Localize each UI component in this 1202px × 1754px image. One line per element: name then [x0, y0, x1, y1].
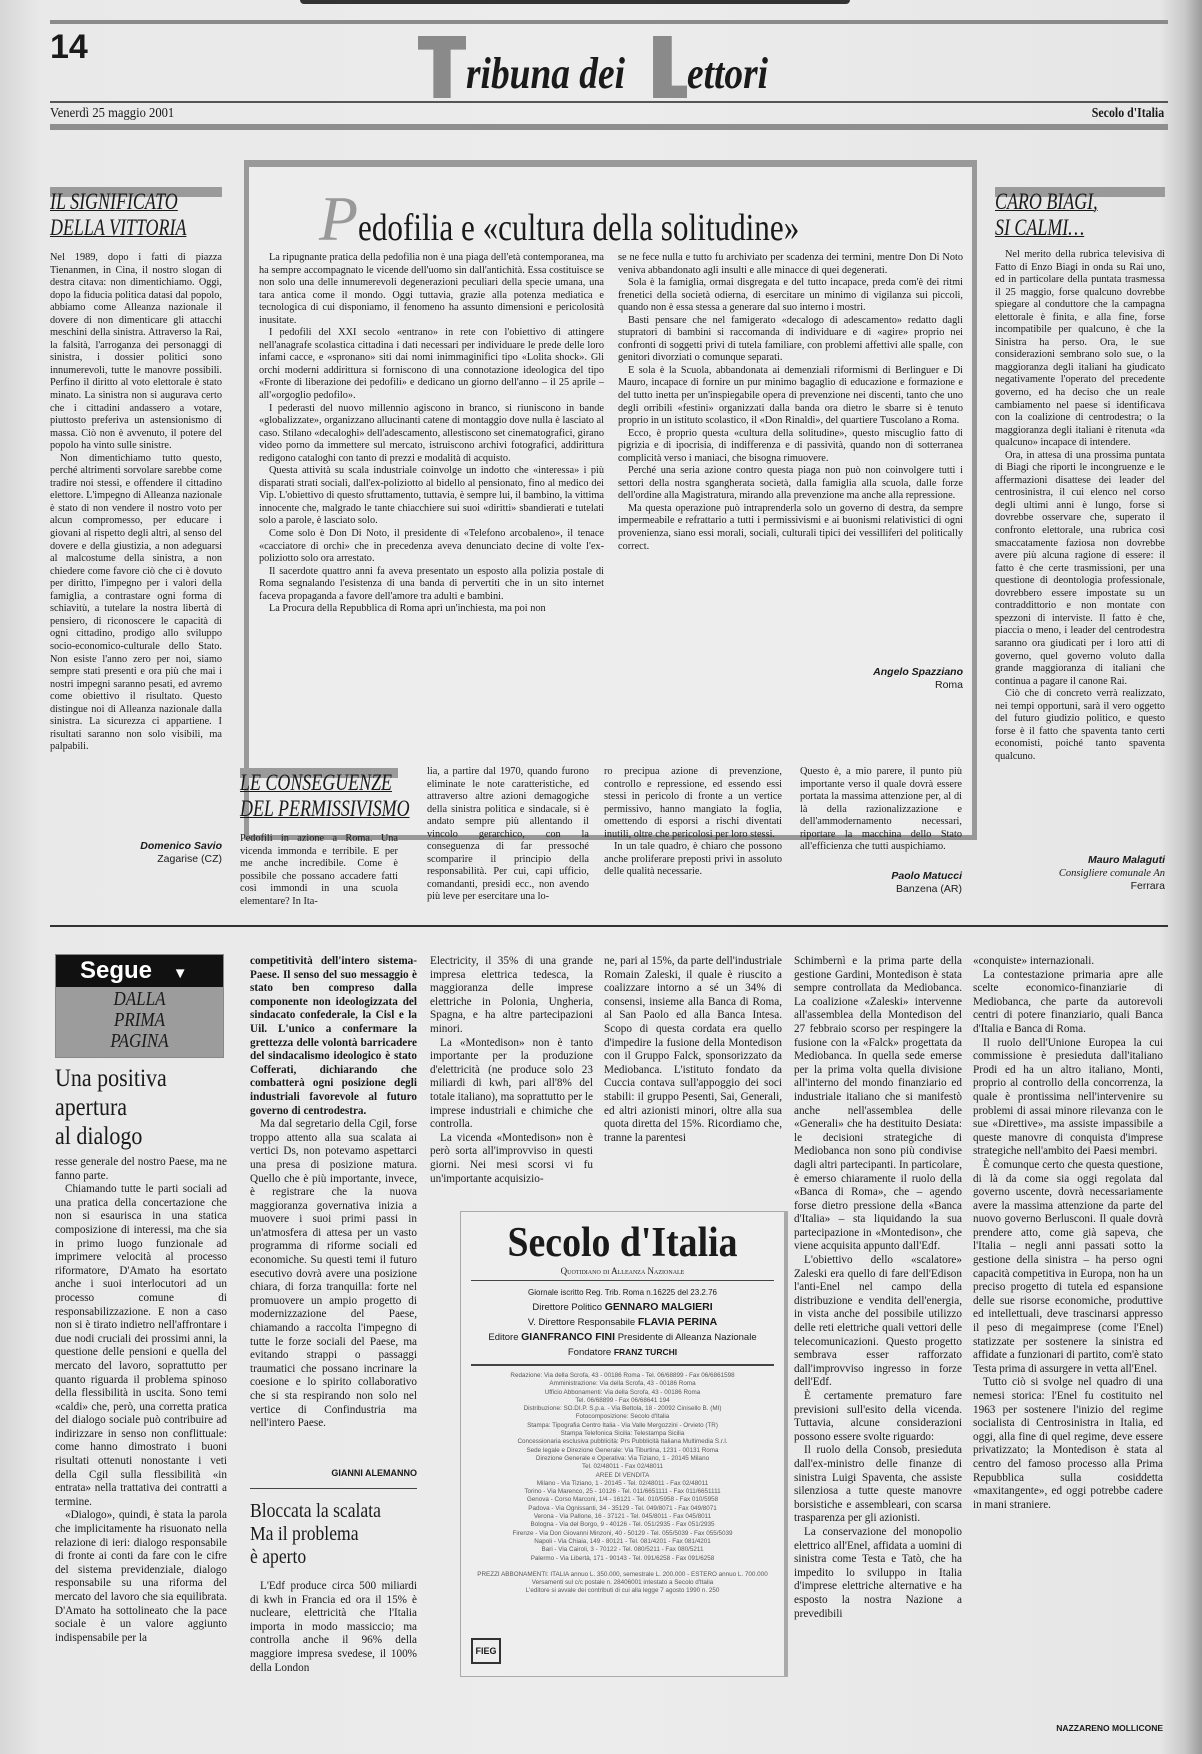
- masthead-detail-line: Torino - Via Marenco, 25 - 10126 - Tel. 011/6651111 - Fax 011/6651111: [524, 1488, 721, 1496]
- paragraph: L'obiettivo dello «scalatore» Zaleski era quello di fare dell'Edison l'anti-Enel nel campo della distribuzione e vendita dell'energia, in vista anche del possibile utilizzo delle reti elettriche quali vettori delle telecomunicazioni. Questo progetto sembrava esser rafforzato dall'improvviso ingresso in forze dell'Edf.: [794, 1254, 962, 1389]
- paragraph: Ora, in attesa di una prossima puntata di Biagi che riporti le incongruenze e le affermazioni disattese dei leader del centrosinistra, il cui elenco nel corso degli ultimi anni è lungo, forse si dovrebbe osservare che, superato il confronto elettorale, una rubrica così smaccatamente faziosa non dovrebbe avere più alcuna ragione di essere: il fatto è che certe trasmissioni, per una questione di deontologia professionale, dovrebbero essere impostate su un contraddittorio e non montate con spezzoni di interviste. Il fatto è che, piaccia o meno, i leader del centrodestra saranno ora giudicati per i loro atti di governo, quel governo voluto dalla grande maggioranza di italiani che continua a pagare il canone Rai.: [995, 449, 1165, 687]
- masthead-detail-line: Fotocomposizione: Secolo d'Italia: [575, 1413, 670, 1421]
- paragraph: La ripugnante pratica della pedofilia non è una piaga dell'età contemporanea, ma ha sempre accompagnato le vicende dell'uomo sin dall'antichità. Essa costituisce se non solo una delle innumerevoli degenerazioni peculiari della specie umana, una tara antica come il mondo. Oggi tuttavia, grazie alla potenza mediatica e tecnologica di cui disponiamo, il fenomeno ha assunto dimensioni e pericolosità inusitate.: [259, 252, 604, 326]
- paragraph: La contestazione primaria apre alle scelte economico-finanziarie di Mediobanca, che parte da autorevoli centri di potere finanziario, quali Banca d'Italia e Banca di Roma.: [973, 968, 1163, 1035]
- article-scalata-col-6: [973, 955, 1163, 1715]
- masthead-detail-line: Sede legale e Direzione Generale: Via Tiburtina, 1231 - 00131 Roma: [526, 1446, 719, 1454]
- right-letter-body: [995, 249, 1165, 849]
- article-scalata-col-5: [794, 955, 962, 1742]
- masthead-detail-line: AREE DI VENDITA: [595, 1471, 650, 1479]
- continued-from-front-page-box: Segue ▼ DALLA PRIMA PAGINA: [55, 954, 224, 1058]
- paragraph: Il ruolo della Consob, presieduta dall'ex-ministro delle finanze di sinistra Luigi Spaventa, che assiste silenziosa a tutte queste manovre borsistiche e assembleari, con scarsa trasparenza per gli azionisti.: [794, 1444, 962, 1525]
- masthead-detail-line: Verona - Via Pallone, 16 - 37121 - Tel. 045/8011 - Fax 045/8011: [533, 1513, 712, 1521]
- second-letter-col-1: Pedofili in azione a Roma. Una vicenda immonda e terribile. E per me anche incredibile. Come è possibile che possano accadere fatti così immondi in una scuola elementare? In Ita-: [240, 833, 398, 907]
- paragraph: In un tale quadro, è chiaro che possono anche proliferare preposti privi in assoluto delle qualità necessarie.: [604, 841, 782, 878]
- paragraph: Schimbernì e la prima parte della gestione Gardini, Montedison è stata sempre controllata da Mediobanca. La coalizione «Zaleski» intervenne all'assemblea della Montedison del 27 febbraio scorso per respingere la fusione con la «Falck» progettata da Mediobanca. In quella sede emerse per la prima volta quella divisione all'interno del mondo finanziario ed industriale italiano che si manifestò anche nell'assemblea delle «Generali» che ha destituito Desiata: le decisioni strategiche di Mediobanca non sono più condivise dagli altri partecipanti. In particolare, è emerso chiaramente il ruolo della «Banca di Roma», che – agendo forse dietro pressione della «Banca d'Italia» – sta liquidando la sua partecipazione in «Montedison», che viene acquisita appunto dall'Edf.: [794, 955, 962, 1253]
- second-letter-col-3: [604, 766, 782, 886]
- masthead-detail-line: Padova - Via Ognissanti, 34 - 35129 - Tel. 049/8071 - Fax 049/8071: [528, 1504, 717, 1512]
- paragraph: Come solo è Don Di Noto, il presidente di «Telefono arcobaleno», il tenace «cacciatore di orchi» che in precedenza aveva denunciato decine di volte l'ex-poliziotto solo ora arrestato.: [259, 528, 604, 565]
- fieg-logo: FIEG: [471, 1638, 501, 1664]
- second-letter-col-2: lia, a partire dal 1970, quando furono eliminate le note caratteristiche, ed attraverso altre azioni demagogiche della sinistra politica e sindacale, si è andato sempre più allentando il vincolo gerarchico, con la conseguenza di far pressoché scomparire il principio della responsabilità. Per cui, capi ufficio, comandanti, presidi ecc., non avendo più leve per esercitare una lo-: [427, 766, 589, 903]
- headline-positiva-apertura: Una positiva apertura al dialogo: [55, 1065, 167, 1150]
- headline-bloccata-scalata: Bloccata la scalata Ma il problema è aperto: [250, 1500, 381, 1568]
- paragraph: «Dialogo», quindi, è stata la parola che implicitamente ha risuonato nella relazione di ieri: dialogo responsabile di fronte ai conti da fare con le cifre del sistema previdenziale, dialogo responsabile su una riforma del mercato del lavoro che sia equilibrata. D'Amato ha sottolineato che la pace sociale è un valore aggiunto indispensabile per la: [55, 1509, 227, 1644]
- paragraph: Non dimentichiamo tutto questo, perché altrimenti sorvolare sarebbe come tradire noi stessi, e offendere il cittadino elettore. L'impegno di Alleanza nazionale è stato di non vendere il nostro voto per alcun compromesso, per educare i giovani al rispetto degli altri, al senso del dovere e della giustizia, a non adeguarsi al malcostume della sinistra, a non chiedere come favore ciò che ci è dovuto per diritto, l'impegno per i valori della famiglia, a contrastare ogni forma di schiavitù, a tutelare la nostra libertà di pensiero, di riconoscere le capacità di ogni cittadino, prodigo allo sviluppo socio-economico-culturale dello Stato. Non esiste l'anno zero per noi, siamo sempre stati presenti e ora più che mai i nostri impegni saranno pesati, ed avremo come obiettivo il risultato. Questo distingue noi di Alleanza nazionale dalla sinistra. La sicurezza ci appartiene. I risultati saranno non solo visibili, ma palpabili.: [50, 452, 222, 753]
- featured-letter-title: P edofilia e «cultura della solitudine»: [319, 183, 800, 254]
- headline-caro-biagi: CARO BIAGI, SI CALMI…: [995, 187, 1165, 241]
- paragraph: È certamente prematuro fare previsioni sull'esito della vicenda. Tuttavia, alcune considerazioni possono essere svolte riguardo:: [794, 1390, 962, 1443]
- article-dialogo-col-1: [55, 1156, 227, 1742]
- paragraph: resse generale del nostro Paese, ma ne fanno parte.: [55, 1156, 227, 1182]
- paragraph: Sola è la famiglia, ormai disgregata e del tutto incapace, preda com'è dei ritmi frenetici della società odierna, di esercitare un minimo di vigilanza sui piccoli, quando non è essa stessa a generare dal suo interno i mostri.: [618, 277, 963, 314]
- title-initial-t-block: [418, 36, 466, 98]
- masthead-detail-line: Tel. 06/68899 - Fax 06/68641 194: [575, 1396, 670, 1404]
- masthead-detail-line: PREZZI ABBONAMENTI: ITALIA annuo L. 350.000, semestrale L. 200.000 - ESTERO annuo L. 700.000: [477, 1570, 768, 1578]
- paragraph: Il ruolo dell'Unione Europea la cui commissione è presieduta dall'italiano Prodi ed ha un altro italiano, Monti, proprio al controllo della concorrenza, la quale è prontissima nell'intervenire su problemi di assai minore rilevanza con le sue «Direttive», ma assiste impassibile a queste manovre di conquista d'imprese strategiche nell'ambito dei Paesi membri.: [973, 1036, 1163, 1158]
- paragraph: se ne fece nulla e tutto fu archiviato per scadenza dei termini, mentre Don Di Noto veniva abbandonato agli insulti e alle minacce di quei degenerati.: [618, 252, 963, 276]
- paragraph: Il sacerdote quattro anni fa aveva presentato un esposto alla polizia postale di Roma segnalando l'esistenza di una banda di pervertiti che in un sito internet faceva propaganda a favore dell'amore tra adulti e bambini.: [259, 565, 604, 602]
- masthead-detail-line: Direzione Generale e Operativa: Via Tiziano, 1 - 20145 Milano: [535, 1454, 710, 1462]
- article-separator: [250, 1488, 417, 1489]
- paragraph: Questa attività su scala industriale coinvolge un indotto che «interessa» i più disparati strati sociali, dall'ex-poliziotto al bidello al pensionato, fino al medico dei Vip. L'obiettivo di questo sfruttamento, tuttavia, è sempre lui, il bambino, la vittima innocente che, malgrado le tante chiacchiere sui suoi «diritti» sbandierati e tutelati solo a parole, è lasciato solo.: [259, 465, 604, 527]
- left-letter-body: [50, 252, 222, 852]
- paragraph: La conservazione del monopolio elettrico all'Enel, affidata a uomini di sinistra come Testa e Tatò, che ha impedito lo sviluppo in Italia d'imprese elettriche alternative e ha esposto la nostra Nazione a prevedibili: [794, 1525, 962, 1620]
- second-letter-signature: Paolo Matucci Banzena (AR): [891, 870, 962, 895]
- paragraph: Electricity, il 35% di una grande impresa elettrica tedesca, la maggioranza delle imprese elettriche in Polonia, Ungheria, Spagna, e ha altre partecipazioni minori.: [430, 955, 593, 1035]
- paragraph: Ma questa operazione può intraprenderla solo un governo di destra, da sempre impermeabile e refrattario a tutti i permissivismi e ai buonismi relativistici di ogni provenienza, siano essi morali, sociali, culturali tipici dei vessilliferi del politically correct.: [618, 502, 963, 552]
- masthead-detail-line: Concessionaria esclusiva pubblicità: Prs Pubblicità Italiana Multimedia S.r.l.: [517, 1438, 728, 1446]
- paragraph: Nel 1989, dopo i fatti di piazza Tienanmen, in Cina, il nostro slogan di destra citava: non dimentichiamo. Oggi, dopo la fiducia politica datasi dal popolo, abbiamo come Alleanza nazionale il dovere di non dimenticare gli attacchi meschini della sinistra. Attraverso la Rai, la falsità, l'arroganza dei personaggi di sinistra, i dossier politici sono innumerevoli, tutte le manovre possibili. Perfino il diritto al voto elettorale è stato minato. La sinistra non si augurava certo che i cittadini andassero a votare, piuttosto preferiva un astensionismo di massa. Ciò non è avvenuto, il potere del popolo ha vinto sulle sinistre.: [50, 252, 222, 452]
- masthead-detail-line: Distribuzione: SO.DI.P. S.p.a. - Via Bettola, 18 - 20092 Cinisello B. (MI): [523, 1405, 722, 1413]
- header-rule-thin: [50, 101, 1168, 103]
- left-letter-signature: Domenico Savio Zagarise (CZ): [140, 840, 222, 865]
- article-scalata-col-3: [430, 955, 593, 1185]
- section-divider: [50, 925, 1168, 927]
- second-letter-col-4: Questo è, a mio parere, il punto più importante verso il quale dovrà essere portata la massima attenzione per, al di là della razionalizzazione e dell'ammodernamento necessari, riportare la macchina dello Stato all'efficienza che tutti auspichiamo.: [800, 766, 962, 853]
- masthead-detail-line: Napoli - Via Chiaia, 149 - 80121 - Tel. 081/4201 - Fax 081/4201: [534, 1537, 711, 1545]
- featured-letter-col-2: [618, 252, 963, 682]
- down-arrow-icon: ▼: [172, 965, 188, 982]
- masthead-detail-line: Milano - Via Tiziano, 1 - 20145 - Tel. 02/48011 - Fax 02/48011: [536, 1479, 709, 1487]
- masthead-logo: Secolo d'Italia: [507, 1220, 738, 1266]
- paragraph: La vicenda «Montedison» non è però sorta all'improvviso in questi giorni. Nei mesi scorsi vi fu un'importante acquisizio-: [430, 1131, 593, 1185]
- page-number: 14: [50, 28, 88, 66]
- paragraph: I pedofili del XXI secolo «entrano» in rete con l'obiettivo di attingere nell'anagrafe scolastica cittadina i dati necessari per individuare le prede delle loro infami cacce, e «spronano» siti dai nomi inimmaginifici tipo «Lolita shock». Gli orchi moderni addirittura si forniscono di una connotazione ideologica del tipo «Fronte di liberazione dei pedofili» e dedicano un giorno dell'anno – il 25 aprile – all'«orgoglio pedofilo».: [259, 327, 604, 402]
- masthead-detail-line: Bari - Via Cairoli, 3 - 70122 - Tel. 080/5211 - Fax 080/5211: [541, 1546, 704, 1554]
- article-dialogo-col-2: competitività dell'intero sistema-Paese. Il senso del suo messaggio è stato ben compreso dalla componente non ideologizzata del sindacato confederale, la Cisl e la Uil. L'unico a confermare la grettezza delle volontà barricadere del sindacalismo ideologico è stato Cofferati, dichiarando che combatterà ogni posizione degli industriali favorevole al futuro governo di centrodestra. Ma dal segretario della Cgil, forse troppo attento alla sua scalata ai vertici Ds, non potevamo aspettarci una presa di posizione matura. Quello che è più importante, invece, è registrare che la nuova maggioranza governativa inizia a muovere i suoi primi passi in un'atmosfera di attesa per un vasto programma di riforme sociali ed economiche. Su questi temi il futuro esecutivo dovrà avere una posizione chiara, di forza tranquilla: forte nel promuovere un ampio progetto di modernizzazione del Paese, chiamando a raccolta l'impegno di tutte le forze sociali del Paese, ma evitando strappi o passaggi traumatici che possano incrinare la coesione e lo spirito collaborativo che si sta respirando non solo nel vertice di Confindustria ma nell'intero Paese.: [250, 955, 417, 1430]
- paragraph: E sola è la Scuola, abbandonata ai demenziali riformismi di Berlinguer e Di Mauro, incapace di fornire un pur minimo bagaglio di educazione e formazione e del tutto inetta per un'inspiegabile opera di prevenzione nei discenti, tanto che uno degli orribili «festini» organizzati dalla banda ora dietro le sbarre si è tenuto proprio in un istituto scolastico, il «Don Rinaldi», del quartiere Tuscolano a Roma.: [618, 364, 963, 427]
- masthead-detail-line: Stampa Telefonica Sicilia: Telestampa Sicilia: [560, 1430, 685, 1438]
- masthead-detail-line: Palermo - Via Libertà, 171 - 90143 - Tel. 091/6258 - Fax 091/6258: [530, 1554, 715, 1562]
- masthead-detail-line: L'editore si avvale dei contributi di cui alla legge 7 agosto 1990 n. 250: [525, 1587, 720, 1595]
- masthead-detail-line: Amministrazione: Via della Scrofa, 43 - 00186 Roma: [549, 1380, 696, 1388]
- section-title: [418, 34, 782, 98]
- paragraph: Chiamando tutte le parti sociali ad una pratica della concertazione che non si esaurisca in una statica composizione di interessi, ma che sia in primo luogo funzionale ad imprimere velocità al processo riformatore, D'Amato ha esortato anche i suoi interlocutori ad un processo comune di responsabilizzazione. E non a caso non si è tirato indietro nell'affrontare i due nodi cruciali dei prossimi anni, la questione delle pensioni e quella del mercato del lavoro, soprattutto per quanto riguarda il problema spinoso della flessibilità in uscita. Sono temi «caldi» che, però, una corretta pratica del dialogo sociale può contribuire ad indirizzare in senso non conflittuale: come hanno dimostrato i buoni risultati ottenuti nonostante i veti della Cgil sulla flessibilità «in entrata» nella trattativa dei contratti a termine.: [55, 1183, 227, 1508]
- paragraph: Ciò che di concreto verrà realizzato, nei tempi opportuni, sarà il vero oggetto del futuro giudizio politico, e questo forse è il fatto che spaventa tanto certi economisti, poiché tanto spaventa qualcuno.: [995, 688, 1165, 762]
- paragraph: Nel merito della rubrica televisiva di Fatto di Enzo Biagi in onda su Rai uno, ed in particolare della puntata trasmessa il 25 maggio, forse qualcuno dovrebbe spiegare al conduttore che la campagna elettorale è finita, e alla fine, forse incompatibile per qualcuno, è che la Sinistra ha perso. Ora, le sue considerazioni sembrano solo sue, o la maggioranza degli italiani ha giudicato negativamente l'operato del precedente governo, ed ha deciso che un reale cambiamento nel paese si identificava con la coalizione di centrodestra; o la maggioranza degli italiani è ritenuta «da qualcuno» incapace di intendere.: [995, 249, 1165, 449]
- right-letter-signature: Mauro Malaguti Consigliere comunale An Ferrara: [1058, 854, 1165, 892]
- masthead-detail-line: Stampa: Tipografia Centro Italia - Via Valle Mergozzini - Orvieto (TR): [527, 1421, 718, 1429]
- masthead-detail-line: Ufficio Abbonamenti: Via della Scrofa, 43 - 00186 Roma: [544, 1388, 701, 1396]
- newspaper-brand: Secolo d'Italia: [1091, 106, 1164, 121]
- masthead-detail-line: Genova - Corso Marconi, 1/4 - 16121 - Tel. 010/5958 - Fax 010/5958: [526, 1496, 719, 1504]
- paragraph: La «Montedison» non è tanto importante per la produzione d'elettricità (ne produce solo 23 miliardi di kwh, pari all'8% del totale italiano), ma soprattutto per le imprese industriali e chimiche che controlla.: [430, 1036, 593, 1131]
- scan-shadow: [300, 0, 850, 4]
- paragraph: La Procura della Repubblica di Roma aprì un'inchiesta, ma poi non: [269, 603, 546, 615]
- header-rule-top: [50, 20, 1168, 24]
- paragraph: ro precipua azione di prevenzione, controllo e repressione, ed essendo essi stessi in pericolo di fronte a un vertice permissivo, hanno mangiato la foglia, omettendo di esporsi a rischi diventati inutili, oltre che pericolosi per loro stessi.: [604, 766, 782, 840]
- paragraph: «conquiste» internazionali.: [973, 955, 1095, 967]
- masthead-detail-line: Tel. 02/48011 - Fax 02/48011: [582, 1463, 663, 1471]
- article-dialogo-author: GIANNI ALEMANNO: [331, 1468, 417, 1478]
- headline-conseguenze: LE CONSEGUENZE DEL PERMISSIVISMO: [240, 770, 410, 821]
- title-initial-l-block: [653, 36, 687, 98]
- segue-label: Segue: [80, 957, 153, 984]
- featured-letter-signature: Angelo Spazziano Roma: [873, 666, 963, 691]
- featured-letter-col-1: [259, 252, 604, 828]
- masthead-detail-line: Firenze - Via Don Giovanni Minzoni, 40 - 50129 - Tel. 055/5039 - Fax 055/5039: [512, 1529, 733, 1537]
- paragraph: Basti pensare che nel famigerato «decalogo di adescamento» redatto dagli stupratori di bambini si raccomanda di individuare e di «agire» proprio nei confronti di soggetti privi di tutela familiare, con problemi affettivi alle spalle, con genitori divorziati o comunque separati.: [618, 314, 963, 364]
- title-text-1: ribuna dei: [466, 49, 625, 98]
- article-scalata-col-2: L'Edf produce circa 500 miliardi di kwh in Francia ed ora il 15% è nucleare, elettricità che l'Italia importa in modo massiccio; ma controlla anche il 96% della maggiore impresa svedese, il 100% della London: [250, 1580, 417, 1674]
- masthead-details: [471, 1372, 774, 1596]
- paragraph: Ecco, è proprio questa «cultura della solitudine», questo miscuglio fatto di pigrizia e di ipocrisia, di indifferenza e di passività, quando non di sotterranea complicità verso i maniaci, che bisogna rimuovere.: [618, 427, 963, 464]
- masthead-box: Secolo d'Italia Quotidiano di Alleanza Nazionale Giornale iscritto Reg. Trib. Roma n.16225 del 23.2.76 Direttore Politico GENNARO MALGIERI V. Direttore Responsabile FLAVIA PERINA Editore GIANFRANCO FINI Presidente di Alleanza Nazionale Fondatore FRANZ TURCHI Redazione: Via della Scrofa, 43 - 00186 Roma - Tel. 06/68899 - Fax 06/6861598 Amministrazione: Via della Scrofa, 43 - 00186 Roma Ufficio Abbonamenti: Via della Scrofa, 43 - 00186 Roma Tel. 06/68899 - Fax 06/68641 194 Distribuzione: SO.DI.P. S.p.a. - Via Bettola, 18 - 20092 Cinisello B. (MI) Fotocomposizione: Secolo d'Italia Stampa: Tipografia Centro Italia - Via Valle Mergozzini - Orvieto (TR) Stampa Telefonica Sicilia: Telestampa Sicilia Concessionaria esclusiva pubblicità: Prs Pubblicità Italiana Multimedia S.r.l. Sede legale e Direzione Generale: Via Tiburtina, 1231 - 00131 Roma Direzione Generale e Operativa: Via Tiziano, 1 - 20145 Milano Tel. 02/48011 - Fax 02/48011 AREE DI VENDITA Milano - Via Tiziano, 1 - 20145 - Tel. 02/48011 - Fax 02/48011 Torino - Via Marenco, 25 - 10126 - Tel. 011/6651111 - Fax 011/6651111 Genova - Corso Marconi, 1/4 - 16121 - Tel. 010/5958 - Fax 010/5958 Padova - Via Ognissanti, 34 - 35129 - Tel. 049/8071 - Fax 049/8071 Verona - Via Pallone, 16 - 37121 - Tel. 045/8011 - Fax 045/8011 Bologna - Via del Borgo, 9 - 40126 - Tel. 051/2935 - Fax 051/2935 Firenze - Via Don Giovanni Minzoni, 40 - 50129 - Tel. 055/5039 - Fax 055/5039 Napoli - Via Chiaia, 149 - 80121 - Tel. 081/4201 - Fax 081/4201 Bari - Via Cairoli, 3 - 70122 - Tel. 080/5211 - Fax 080/5211 Palermo - Via Libertà, 171 - 90143 - Tel. 091/6258 - Fax 091/6258 PREZZI ABBONAMENTI: ITALIA annuo L. 350.000, semestrale L. 200.000 - ESTERO annuo L. 700.000 Versamenti sul c/c postale n. 28406001 intestato a Secolo d'Italia L'editore si avvale dei contributi di cui alla legge 7 agosto 1990 n. 250 FIEG: [460, 1211, 788, 1677]
- issue-date: Venerdì 25 maggio 2001: [50, 106, 175, 121]
- title-text-2: ettori: [687, 49, 769, 98]
- paragraph: Perché una seria azione contro questa piaga non può non coinvolgere tutti i settori della nostra sgangherata società, dalla famiglia alla scuola, dalle forze dell'ordine alla Magistratura, mirando alla prevenzione ma anche alla repressione.: [618, 465, 963, 502]
- masthead-detail-line: Redazione: Via della Scrofa, 43 - 00186 Roma - Tel. 06/68899 - Fax 06/6861598: [510, 1372, 735, 1379]
- headline-significato: IL SIGNIFICATO DELLA VITTORIA: [50, 187, 222, 241]
- header-rule-thick: [50, 124, 1168, 130]
- article-scalata-author: NAZZARENO MOLLICONE: [1056, 1723, 1163, 1733]
- masthead-detail-line: Versamenti sul c/c postale n. 28406001 intestato a Secolo d'Italia: [531, 1579, 714, 1587]
- paragraph: È comunque certo che questa questione, di là da come sia oggi regolata dal governo uscente, dovrà necessariamente avere la massima attenzione da parte del nuovo governo Berlusconi. Il quale dovrà prendere atto, come già sapeva, che l'Italia – negli anni passati sotto la gestione della sinistra – ha perso ogni capacità competitiva in Europa, non ha un preciso progetto di tutela ed espansione delle sue risorse economiche, produttive ed intellettuali, deve trascinarsi appresso il peso di megaimprese (come l'Enel) statizzate per sostenere la sinistra ed affidate a funzionari di partito, com'è stato Testa prima di assurgere in vetta all'Enel.: [973, 1158, 1163, 1375]
- masthead-detail-line: Bologna - Via del Borgo, 9 - 40126 - Tel. 051/2935 - Fax 051/2935: [530, 1521, 715, 1529]
- paragraph: Tutto ciò si svolge nel quadro di una nemesi storica: l'Enel fu costituito nel 1963 per sostenere l'inizio del regime socialista di Centrosinistra in Italia, ed oggi, alla fine di quel regime, deve essere privatizzato; la Montedison è stata al centro del famoso processo alla Prima Repubblica sulla cosiddetta «maxitangente», ed oggi potrebbe cadere in mani straniere.: [973, 1376, 1163, 1511]
- paragraph: I pederasti del nuovo millennio agiscono in branco, si riuniscono in bande «globalizzate», organizzano allucinanti catene di montaggio dove nulla è lasciato al caso. Stilano «decaloghi» dell'adescamento, allestiscono set cinematografici, girano video porno da immettere sul mercato, istruiscono archivi fotografici, addirittura redigono cataloghi con tanto di prezzi e modalità di acquisto.: [259, 402, 604, 464]
- article-scalata-col-4: ne, pari al 15%, da parte dell'industriale Romain Zaleski, il quale è riuscito a coalizzare intorno a sé un 34% di consensi, insieme alla Banca di Roma, al San Paolo ed alla Banca Intesa. Scopo di questa cordata era quello d'impedire la fusione della Montedison con il Gruppo Falck, sponsorizzato da Mediobanca. L'istituto fondato da Cuccia contava sull'appoggio dei soci stabili: il gruppo Pesenti, Sai, Generali, ed altri azionisti minori, oltre alla sua quota diretta del 15%. Ricordiamo che, tranne la parentesi: [604, 955, 782, 1144]
